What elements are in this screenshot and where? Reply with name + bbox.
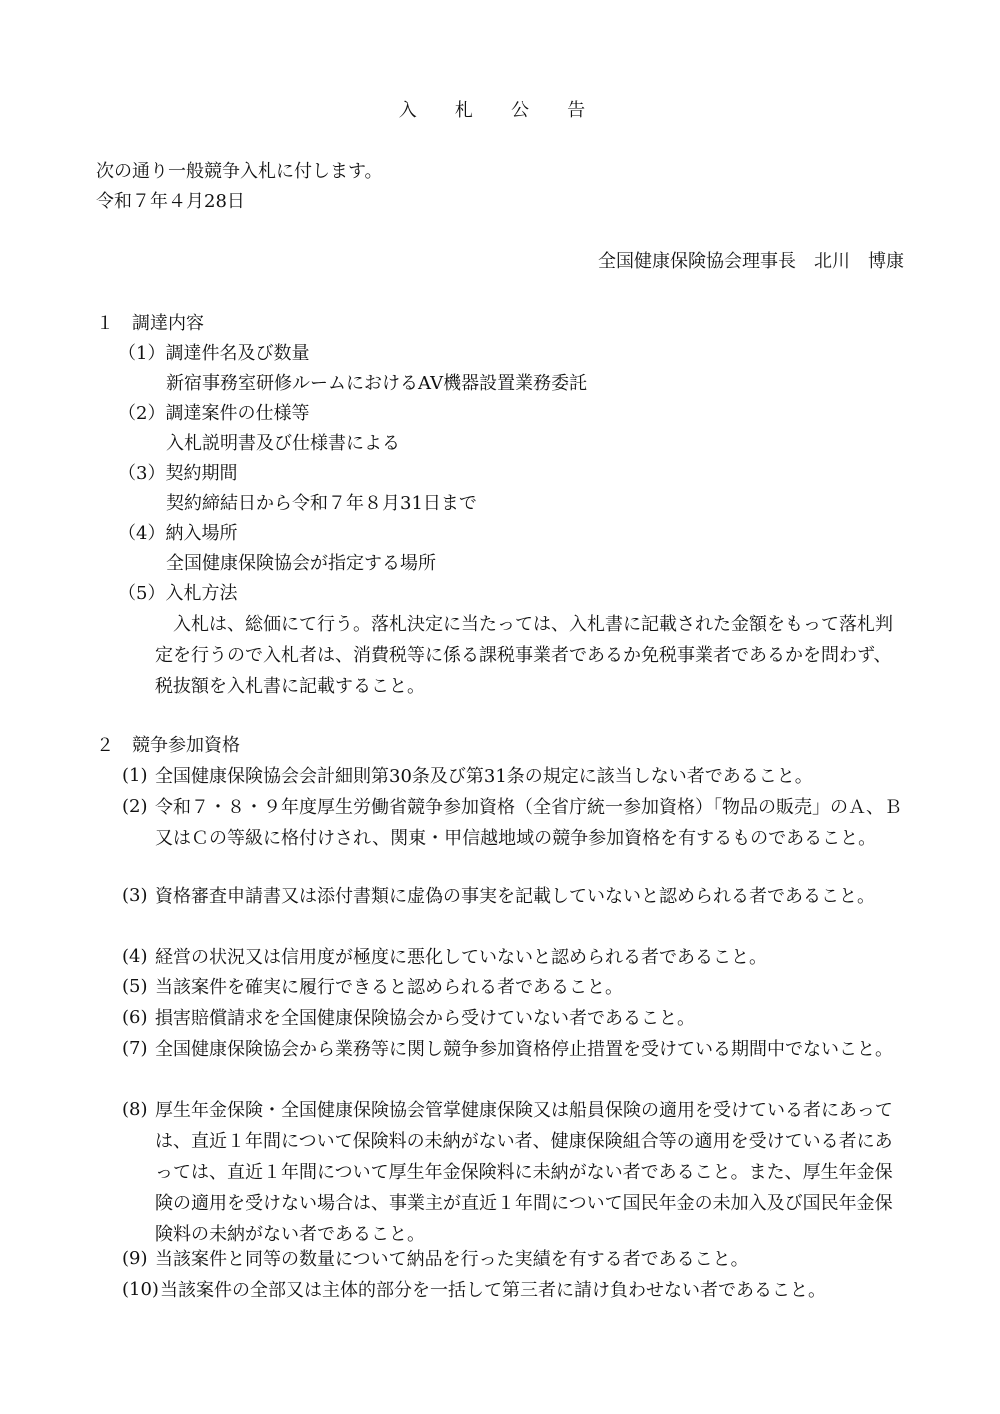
section2-item-number: (8) [122,1099,148,1120]
section2-item-number: (5) [122,976,148,997]
section2-item-number: (3) [122,885,148,906]
section2-item-number: (9) [122,1248,148,1269]
section1-item-label: （5）入札方法 [118,583,238,604]
section1-item-text: 全国健康保険協会が指定する場所 [166,553,436,574]
section2-item-number: (2) [122,796,148,817]
section1-item-text: 新宿事務室研修ルームにおけるAV機器設置業務委託 [166,373,588,394]
notice-date: 令和７年４月28日 [96,191,245,212]
section1-item-label: （2）調達案件の仕様等 [118,403,310,424]
section2-item-text: 損害賠償請求を全国健康保険協会から受けていない者であること。 [155,1008,695,1029]
section2-item-number: (1) [122,765,148,786]
section1-heading: １ 調達内容 [96,313,204,334]
section2-item-text: 当該案件を確実に履行できると認められる者であること。 [155,977,623,998]
section1-item-label: （3）契約期間 [118,463,238,484]
section1-item-text: 契約締結日から令和７年８月31日まで [166,493,477,514]
section2-item-text: 当該案件の全部又は主体的部分を一括して第三者に請け負わせない者であること。 [160,1280,826,1301]
section1-item-text: 入札説明書及び仕様書による [166,433,400,454]
intro-text: 次の通り一般競争入札に付します。 [96,161,383,182]
section1-item-label: （4）納入場所 [118,523,238,544]
section2-item-number: (6) [122,1007,148,1028]
section1-item-label: （1）調達件名及び数量 [118,343,310,364]
bid-method-text: 入札は、総価にて行う。落札決定に当たっては、入札書に記載された金額をもって落札判定を行うので入札者は、消費税等に係る課税事業者であるか免税事業者であるかを問わず、税抜額を入札書に記載すること。 [155,614,893,697]
section2-item-text: 経営の状況又は信用度が極度に悪化していないと認められる者であること。 [155,947,767,968]
section2-item-text: 令和７・８・９年度厚生労働省競争参加資格（全省庁統一参加資格）「物品の販売」のＡ、Ｂ又はＣの等級に格付けされ、関東・甲信越地域の競争参加資格を有するものであること。 [155,797,902,849]
section2-item-text: 資格審査申請書又は添付書類に虚偽の事実を記載していないと認められる者であること。 [155,886,875,907]
page-title: 入 札 公 告 [398,100,602,121]
section2-heading: ２ 競争参加資格 [96,735,240,756]
section2-item-number: (10) [122,1279,159,1300]
section2-item-number: (4) [122,946,148,967]
section2-item-text: 厚生年金保険・全国健康保険協会管掌健康保険又は船員保険の適用を受けている者にあっては、直近１年間について保険料の未納がない者、健康保険組合等の適用を受けている者にあっては、直近１年間について厚生年金保険料に未納がない者であること。また、厚生年金保険の適用を受けない場合は、事業主が直近１年間について国民年金の未加入及び国民年金保険料の未納がない者であること。 [155,1100,893,1245]
section2-item-number: (7) [122,1038,148,1059]
issuer-name: 全国健康保険協会理事長 北川 博康 [598,251,904,272]
section2-item-text: 全国健康保険協会から業務等に関し競争参加資格停止措置を受けている期間中でないこと。 [155,1039,893,1060]
section2-item-text: 全国健康保険協会会計細則第30条及び第31条の規定に該当しない者であること。 [155,766,813,787]
section2-item-text: 当該案件と同等の数量について納品を行った実績を有する者であること。 [155,1249,749,1270]
